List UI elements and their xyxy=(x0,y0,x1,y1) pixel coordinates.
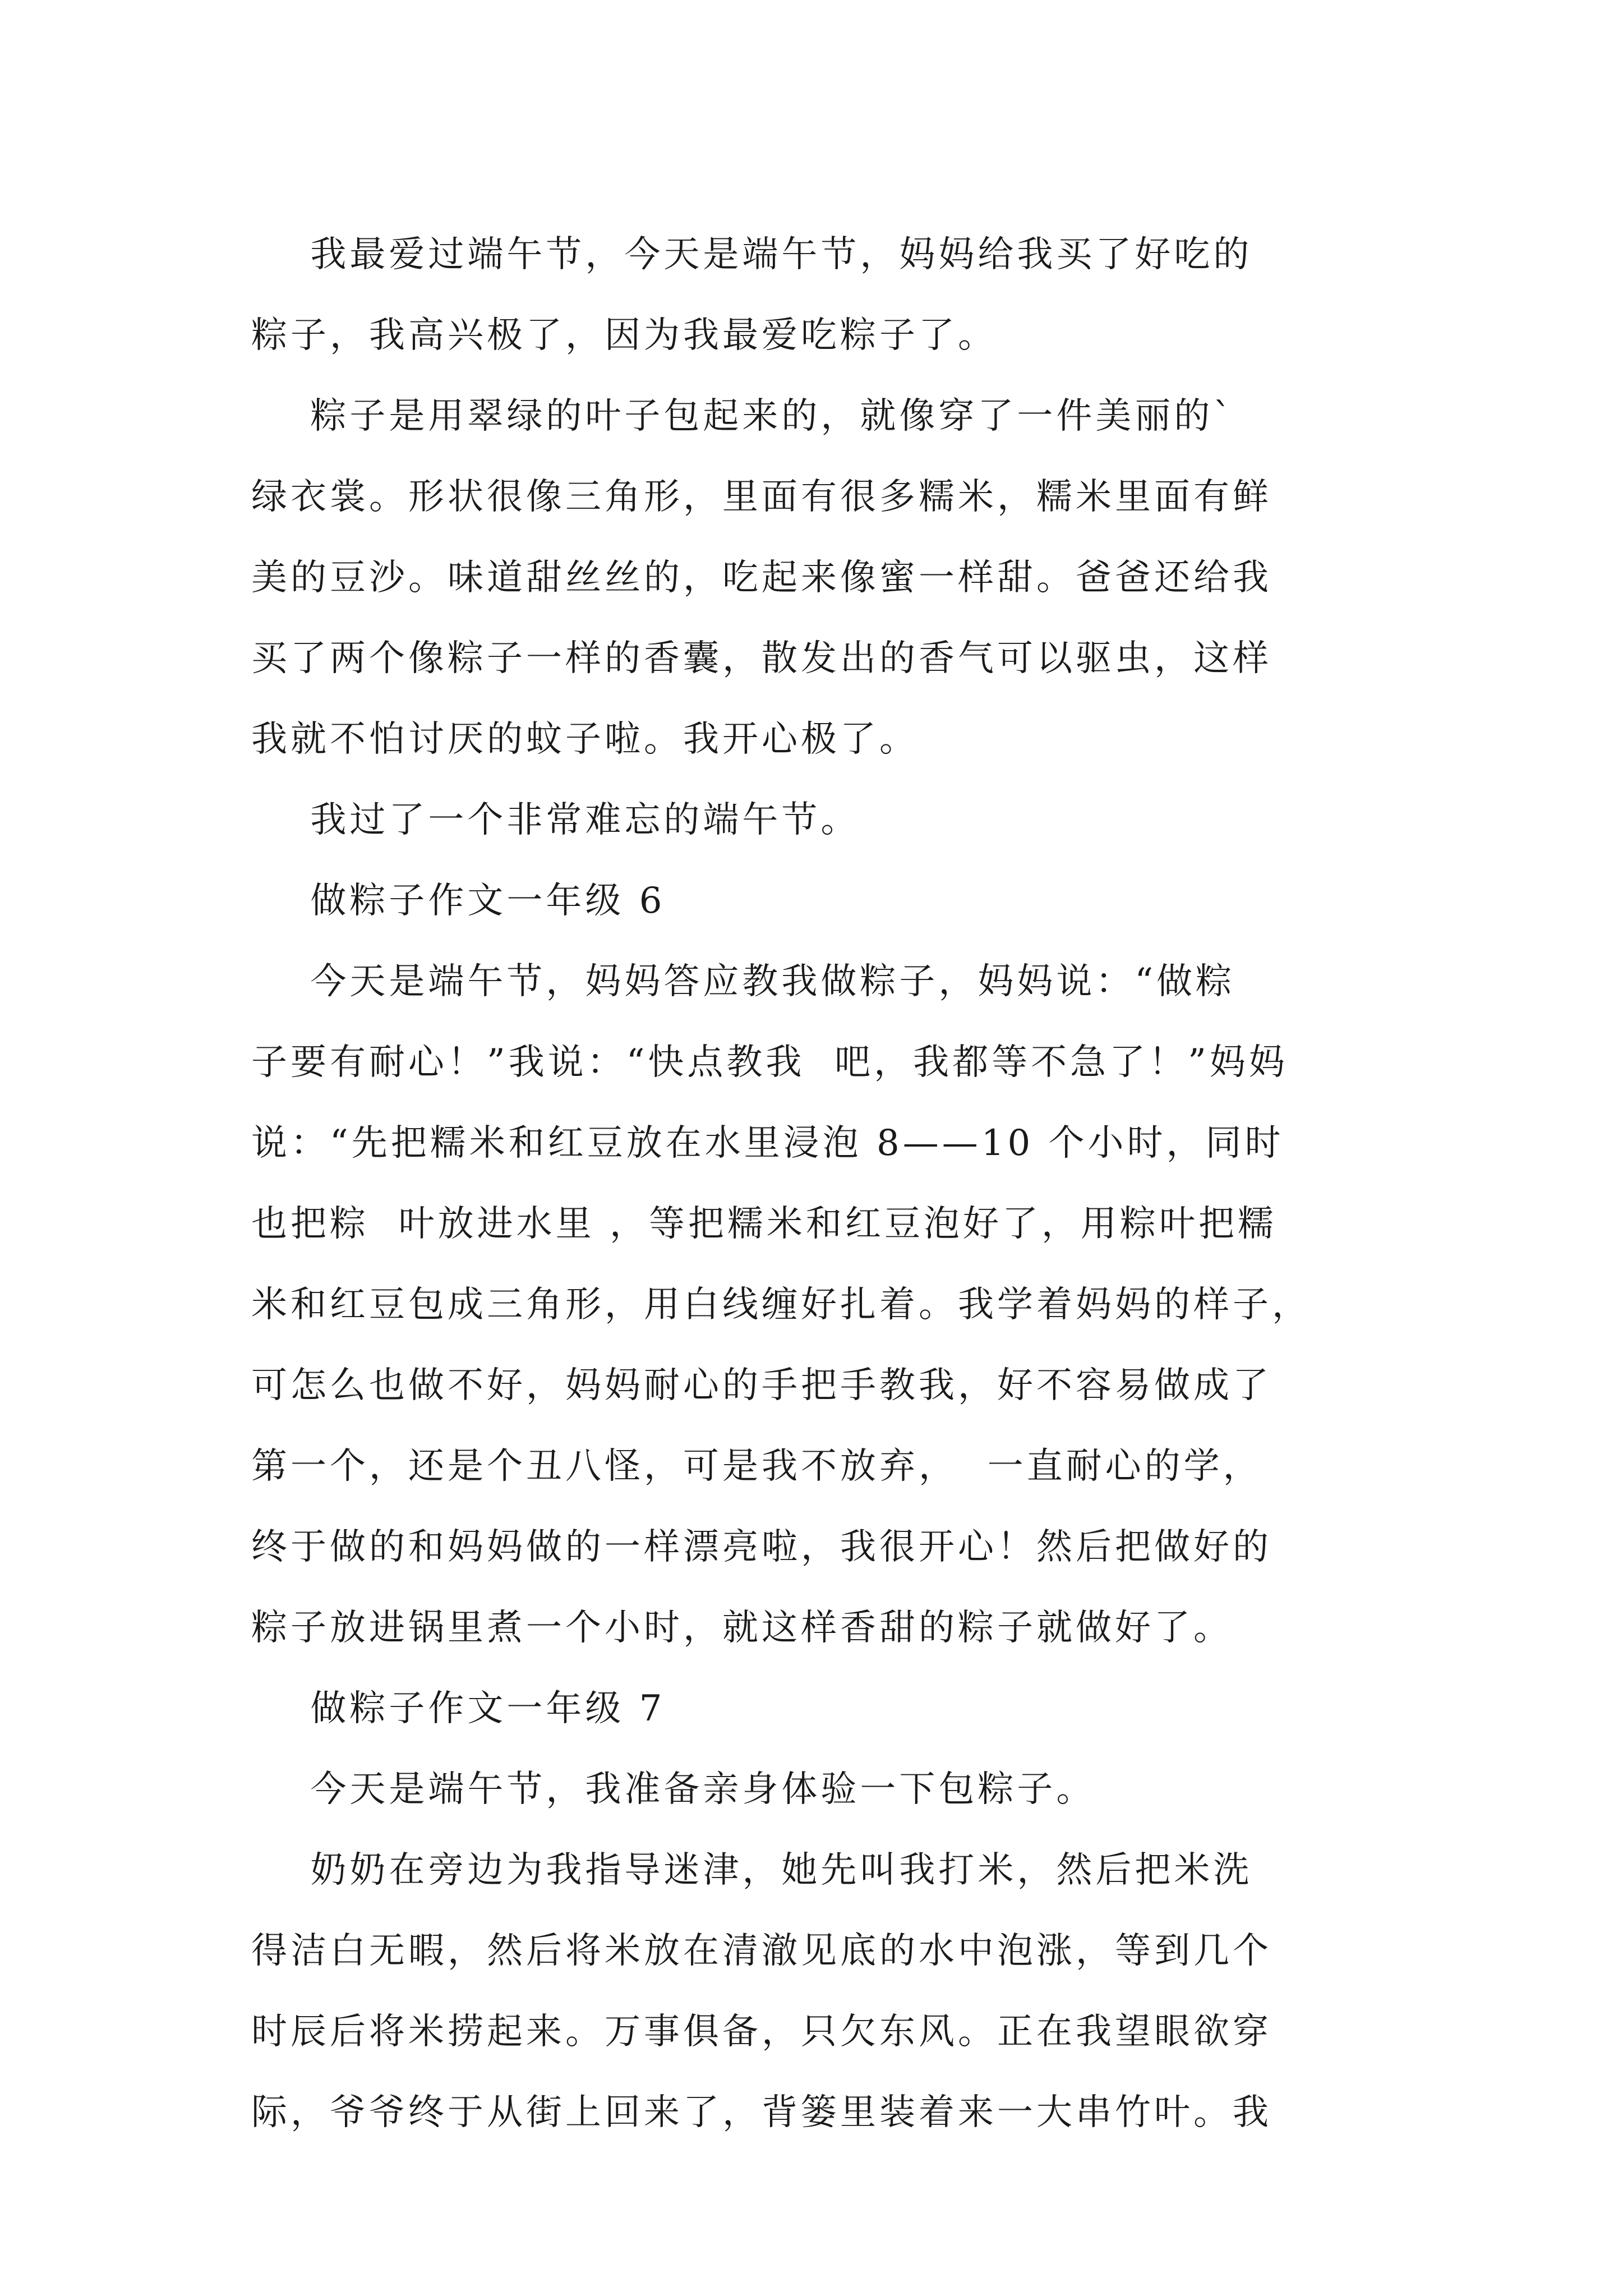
text-line: 时辰后将米捞起来。万事俱备，只欠东风。正在我望眼欲穿 xyxy=(251,2011,1272,2053)
text-line: 米和红豆包成三角形，用白线缠好扎着。我学着妈妈的样子， xyxy=(251,1284,1311,1326)
text-line: 可怎么也做不好，妈妈耐心的手把手教我，好不容易做成了 xyxy=(251,1365,1272,1406)
text-line: 第一个，还是个丑八怪，可是我不放弃， 一直耐心的学， xyxy=(251,1446,1262,1487)
text-line: 我就不怕讨厌的蚊子啦。我开心极了。 xyxy=(251,719,919,760)
text-line: 今天是端午节，妈妈答应教我做粽子，妈妈说：“做粽 xyxy=(251,961,1235,1002)
document-body xyxy=(251,214,1384,2153)
text-line: 买了两个像粽子一样的香囊，散发出的香气可以驱虫，这样 xyxy=(251,638,1272,679)
text-line: 终于做的和妈妈做的一样漂亮啦，我很开心！然后把做好的 xyxy=(251,1526,1272,1568)
text-line: 绿衣裳。形状很像三角形，里面有很多糯米，糯米里面有鲜 xyxy=(251,476,1272,518)
text-line: 粽子放进锅里煮一个小时，就这样香甜的粽子就做好了。 xyxy=(251,1607,1233,1649)
text-line: 得洁白无暇，然后将米放在清澈见底的水中泡涨，等到几个 xyxy=(251,1930,1272,1972)
text-line: 际，爷爷终于从街上回来了，背篓里装着来一大串竹叶。我 xyxy=(251,2092,1272,2133)
section-heading: 做粽子作文一年级 7 xyxy=(251,1688,666,1729)
text-line: 奶奶在旁边为我指导迷津，她先叫我打米，然后把米洗 xyxy=(251,1849,1253,1891)
text-line: 子要有耐心！”我说：“快点教我 吧，我都等不急了！”妈妈 xyxy=(251,1042,1288,1083)
text-line: 粽子，我高兴极了，因为我最爱吃粽子了。 xyxy=(251,315,997,356)
text-line: 粽子是用翠绿的叶子包起来的，就像穿了一件美丽的` xyxy=(251,395,1235,437)
text-line: 我最爱过端午节，今天是端午节，妈妈给我买了好吃的 xyxy=(251,234,1253,275)
text-line: 美的豆沙。味道甜丝丝的，吃起来像蜜一样甜。爸爸还给我 xyxy=(251,557,1272,599)
text-line: 说：“先把糯米和红豆放在水里浸泡 8——10 个小时，同时 xyxy=(251,1122,1284,1164)
text-line: 我过了一个非常难忘的端午节。 xyxy=(251,799,860,841)
text-line: 今天是端午节，我准备亲身体验一下包粽子。 xyxy=(251,1769,1096,1810)
text-line: 也把粽 叶放进水里 ，等把糯米和红豆泡好了，用粽叶把糯 xyxy=(251,1203,1278,1245)
section-heading: 做粽子作文一年级 6 xyxy=(251,880,666,922)
